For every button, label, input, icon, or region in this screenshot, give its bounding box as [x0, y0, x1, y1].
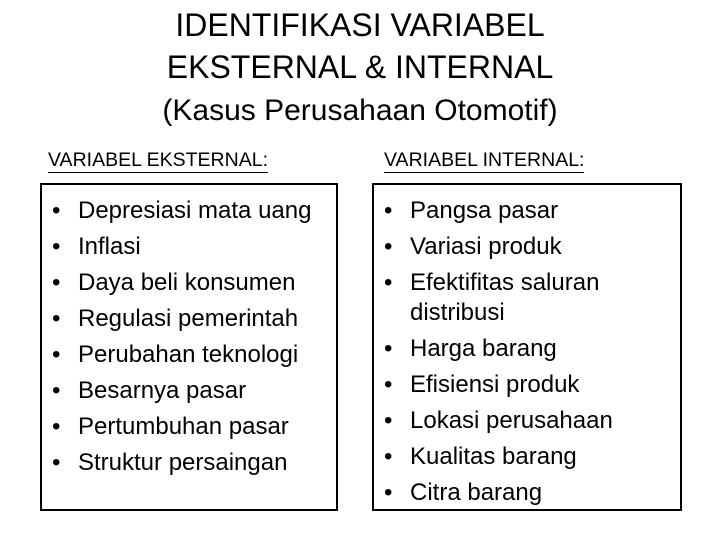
list-item — [48, 229, 336, 265]
list-item-text: Inflasi — [78, 233, 141, 260]
list-item-text: Perubahan teknologi — [78, 341, 299, 368]
title-line-3: (Kasus Perusahaan Otomotif) — [162, 94, 558, 127]
bullet-icon: • — [52, 305, 61, 332]
list-item-text: Pangsa pasar — [410, 197, 559, 224]
bullet-icon: • — [384, 233, 393, 260]
bullet-icon: • — [384, 371, 393, 398]
list-item — [48, 409, 336, 445]
bullet-icon: • — [52, 449, 61, 476]
bullet-icon: • — [52, 413, 61, 440]
bullet-icon: • — [52, 341, 61, 368]
internal-variables-box — [372, 183, 682, 511]
list-item — [380, 475, 680, 511]
list-item-text: Regulasi pemerintah — [78, 305, 299, 332]
external-variables-list — [42, 185, 336, 481]
internal-variables-list — [374, 185, 680, 511]
bullet-icon: • — [384, 269, 393, 296]
list-item-text: Lokasi perusahaan — [410, 407, 613, 434]
list-item — [380, 403, 680, 439]
bullet-icon: • — [384, 197, 393, 224]
list-item — [48, 373, 336, 409]
bullet-icon: • — [384, 479, 393, 506]
bullet-icon: • — [384, 407, 393, 434]
list-item-text: Depresiasi mata uang — [78, 197, 312, 224]
bullet-icon: • — [52, 377, 61, 404]
list-item — [48, 337, 336, 373]
list-item — [48, 301, 336, 337]
external-variables-box — [40, 183, 338, 511]
list-item — [48, 445, 336, 481]
bullet-icon: • — [52, 197, 61, 224]
list-item-text: Struktur persaingan — [78, 449, 288, 476]
bullet-icon: • — [384, 443, 393, 470]
list-item — [48, 193, 336, 229]
list-item-text: Harga barang — [410, 335, 557, 362]
bullet-icon: • — [52, 233, 61, 260]
list-item-text: Besarnya pasar — [78, 377, 247, 404]
list-item-text: Efektifitas saluran distribusi — [410, 269, 600, 326]
title-line-1: IDENTIFIKASI VARIABEL — [175, 7, 545, 43]
list-item-text: Citra barang — [410, 479, 543, 506]
list-item-text: Efisiensi produk — [410, 371, 580, 398]
list-item — [380, 439, 680, 475]
slide-title — [0, 4, 720, 131]
list-item — [380, 367, 680, 403]
list-item — [380, 331, 680, 367]
list-item-text: Daya beli konsumen — [78, 269, 296, 296]
list-item-text: Kualitas barang — [410, 443, 577, 470]
bullet-icon: • — [52, 269, 61, 296]
internal-heading: VARIABEL INTERNAL: — [384, 149, 585, 171]
title-line-2: EKSTERNAL & INTERNAL — [166, 49, 554, 85]
list-item — [380, 229, 680, 265]
bullet-icon: • — [384, 335, 393, 362]
list-item — [380, 193, 680, 229]
list-item-text: Variasi produk — [410, 233, 562, 260]
external-heading: VARIABEL EKSTERNAL: — [48, 149, 268, 171]
list-item — [48, 265, 336, 301]
list-item-text: Pertumbuhan pasar — [78, 413, 289, 440]
list-item — [380, 265, 680, 331]
